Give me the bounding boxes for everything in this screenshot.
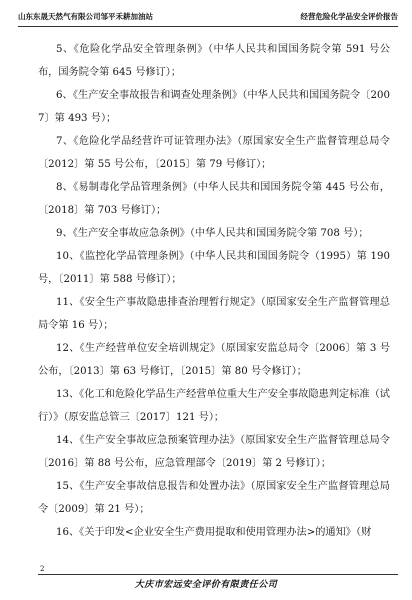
regulation-item-7: 7、《危险化学品经营许可证管理办法》（原国家安全生产监督管理总局令〔2012〕第 55 号公布，〔2015〕第 79 号修订）； (38, 136, 390, 170)
regulation-item-8: 8、《易制毒化学品管理条例》（中华人民共和国国务院令第 445 号公布，〔2018〕第 703 号修订）； (38, 182, 390, 216)
regulation-item-13: 13、《化工和危险化学品生产经营单位重大生产安全事故隐患判定标准（试行）》（原安监总管三〔2017〕121 号）； (38, 389, 390, 423)
regulation-item-14: 14、《生产安全事故应急预案管理办法》（原国家安全生产监督管理总局令〔2016〕第 88 号公布，应急管理部令〔2019〕第 2 号修订）； (38, 435, 390, 469)
regulation-item-6: 6、《生产安全事故报告和调查处理条例》（中华人民共和国国务院令〔2007〕第 493 号）； (38, 90, 390, 124)
page-header (18, 10, 398, 27)
regulation-item-15: 15、《生产安全事故信息报告和处置办法》（原国家安全生产监督管理总局令〔2009〕第 21 号）； (38, 481, 390, 515)
regulation-item-5: 5、《危险化学品安全管理条例》（中华人民共和国国务院令第 591 号公布，国务院令第 645 号修订）； (38, 44, 390, 78)
regulation-item-11: 11、《安全生产事故隐患排查治理暂行规定》（原国家安全生产监督管理总局令第 16 号）； (38, 297, 390, 331)
header-company-name: 山东东晟天然气有限公司邹平禾耕加油站 (18, 12, 153, 21)
regulation-item-9: 9、《生产安全事故应急条例》（中华人民共和国国务院令第 708 号）； (56, 228, 369, 239)
footer-divider (38, 574, 398, 575)
regulation-list (38, 38, 390, 544)
regulation-item-12: 12、《生产经营单位安全培训规定》（原国家安监总局令〔2006〕第 3 号公布，〔2013〕第 63 号修订，〔2015〕第 80 号令修订）； (38, 343, 390, 377)
page-number: 2 (40, 565, 45, 573)
regulation-item-10: 10、《监控化学品管理条例》（中华人民共和国国务院令（1995）第 190 号，〔2011〕第 588 号修订）； (38, 251, 390, 285)
regulation-item-16: 16、《关于印发<企业安全生产费用提取和使用管理办法>的通知》（财 (56, 527, 372, 538)
footer-company-name: 大庆市宏远安全评价有限责任公司 (134, 580, 278, 590)
header-report-title: 经营危险化学品安全评价报告 (300, 12, 398, 21)
